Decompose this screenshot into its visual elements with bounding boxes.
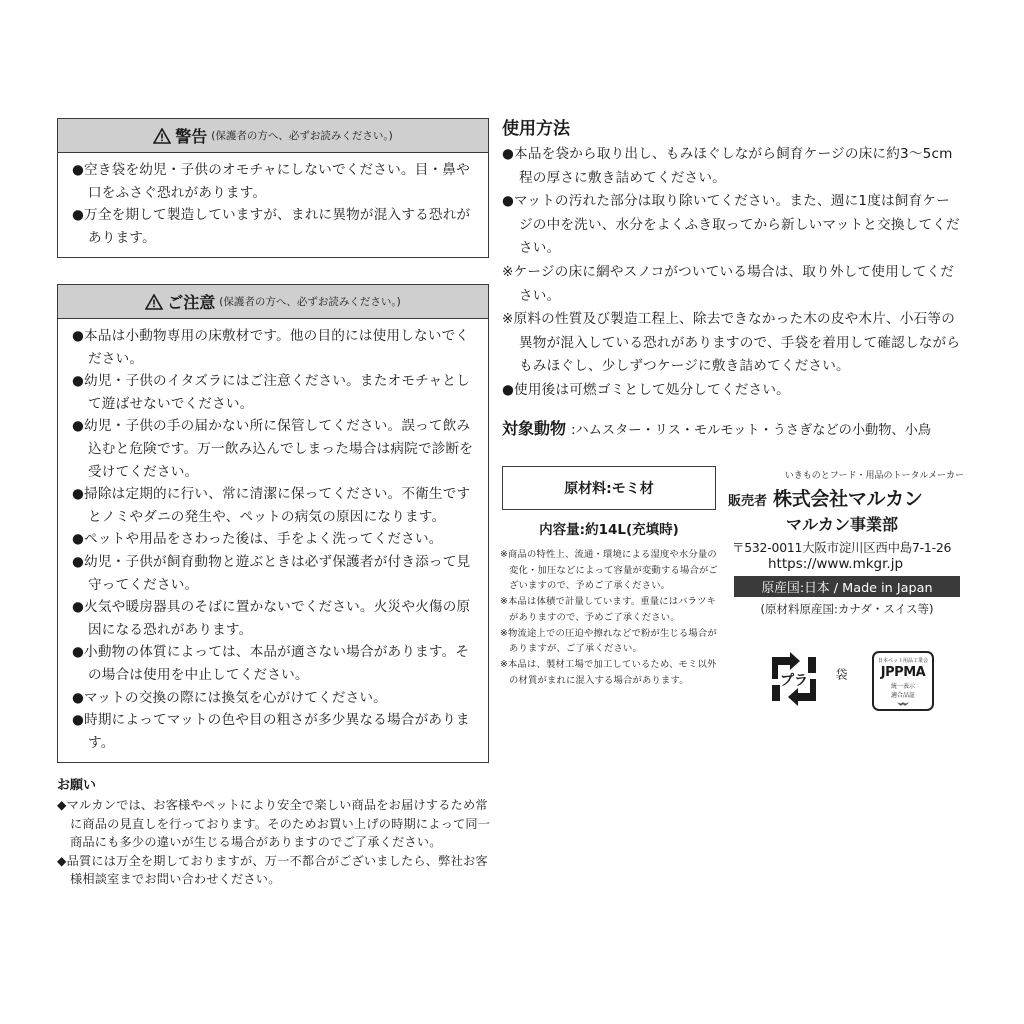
- caution-item: ●ペットや用品をさわった後は、手をよく洗ってください。: [72, 531, 443, 548]
- jppma-wordmark: JPPMA: [880, 665, 926, 680]
- note-item: ※本品は体積で計量しています。重量にはバラツキがありますので、予めご了承ください。: [500, 596, 717, 623]
- caution-item: ●幼児・子供が飼育動物と遊ぶときは必ず保護者が付き添って見守ってください。: [72, 553, 471, 593]
- recycle-mark-text: プラ: [780, 673, 808, 689]
- request-section: [57, 776, 493, 889]
- usage-item: ※原料の性質及び製造工程上、除去できなかった木の皮や木片、小石等の異物が混入している恐れがありますので、手袋を着用して確認しながらもみほぐし、少しずつケージに敷き詰めてください。: [502, 311, 961, 375]
- warning-box: [57, 118, 489, 258]
- caution-header: [58, 285, 488, 319]
- warning-triangle-icon: [145, 294, 163, 310]
- seller-company: 株式会社マルカン: [773, 488, 923, 510]
- origin-sub: (原材料原産国:カナダ・スイス等): [760, 602, 934, 616]
- material-label: 原材料:モミ材: [564, 481, 654, 497]
- caution-item: ●マットの交換の際には換気を心がけてください。: [72, 689, 387, 706]
- caution-item: ●幼児・子供のイタズラにはご注意ください。またオモチャとして遊ばせないでください。: [72, 373, 470, 412]
- dove-icon: [896, 700, 910, 708]
- warning-subtitle: (保護者の方へ、必ずお読みください。): [211, 130, 393, 142]
- seller-section: [728, 468, 968, 572]
- caution-item: ●火気や暖房器具のそばに置かないでください。火災や火傷の原因になる恐れがあります。: [72, 599, 471, 638]
- jppma-line1: 日本ペット用品工業会: [877, 658, 928, 664]
- seller-division: マルカン事業部: [786, 515, 899, 534]
- caution-subtitle: (保護者の方へ、必ずお読みください。): [219, 296, 401, 308]
- warning-item: ●万全を期して製造していますが、まれに異物が混入する恐れがあります。: [72, 207, 471, 246]
- usage-title: 使用方法: [502, 119, 570, 139]
- request-title: お願い: [57, 778, 97, 793]
- target-label: 対象動物: [502, 419, 567, 438]
- jppma-logo: [872, 651, 934, 711]
- note-item: ※物流途上での圧迫や擦れなどで粉が生じる場合がありますが、ご了承ください。: [500, 627, 717, 655]
- caution-item: ●時期によってマットの色や目の粗さが多少異なる場合があります。: [72, 712, 470, 751]
- seller-url: https://www.mkgr.jp: [768, 556, 904, 572]
- usage-item: ●本品を袋から取り出し、もみほぐしながら飼育ケージの床に約3〜5cm程の厚さに敷き詰めてください。: [502, 146, 953, 186]
- notes-section: [500, 547, 720, 688]
- request-item: ◆マルカンでは、お客様やペットにより安全で楽しい商品をお届けするため常に商品の見直しを行っております。そのためお買い上げの時期によって同一商品にも多少の違いが生じる場合がありますのでご了承ください。: [57, 798, 491, 850]
- material-box: [502, 466, 716, 510]
- origin-label: 原産国:日本 / Made in Japan: [761, 581, 933, 596]
- caution-box: [57, 284, 489, 763]
- origin-badge: [734, 576, 960, 597]
- target-animals: [502, 416, 972, 439]
- recycle-pla-icon: [764, 649, 824, 709]
- capacity-label: 内容量:約14L(充填時): [539, 522, 679, 538]
- seller-label: 販売者: [728, 494, 768, 509]
- caution-item: ●幼児・子供の手の届かない所に保管してください。誤って飲み込むと危険です。万一飲み込んでしまった場合は病院で診断を受けてください。: [72, 418, 474, 480]
- usage-item: ●使用後は可燃ゴミとして処分してください。: [502, 381, 790, 398]
- warning-title: 警告: [175, 127, 208, 146]
- warning-triangle-icon: [153, 128, 171, 144]
- usage-item: ※ケージの床に網やスノコがついている場合は、取り外して使用してください。: [502, 263, 955, 304]
- warning-item: ●空き袋を幼児・子供のオモチャにしないでください。目・鼻や口をふさぐ恐れがあります。: [72, 162, 470, 201]
- caution-title: ご注意: [167, 293, 216, 312]
- jppma-line4: 適合品証: [890, 692, 915, 699]
- caution-item: ●本品は小動物専用の床敷材です。他の目的には使用しないでください。: [72, 328, 470, 367]
- request-item: ◆品質には万全を期しておりますが、万一不都合がございましたら、弊社お客様相談室までお問い合わせください。: [57, 853, 488, 887]
- seller-address: 〒532-0011大阪市淀川区西中島7-1-26: [732, 540, 952, 555]
- warning-header: [58, 119, 488, 153]
- target-value: :ハムスター・リス・モルモット・うさぎなどの小動物、小鳥: [571, 423, 931, 438]
- jppma-line3: 統一表示: [890, 683, 915, 690]
- usage-item: ●マットの汚れた部分は取り除いてください。また、週に1度は飼育ケージの中を洗い、水分をよくふき取ってから新しいマットと交換してください。: [502, 193, 960, 257]
- recycle-text: 袋: [834, 668, 848, 680]
- seller-tagline: いきものとフード・用品のトータルメーカー: [784, 471, 964, 481]
- caution-item: ●小動物の体質によっては、本品が適さない場合があります。その場合は使用を中止してください。: [72, 644, 470, 683]
- note-item: ※本品は、製材工場で加工しているため、モミ以外の材質がまれに混入する場合があります。: [500, 658, 717, 686]
- caution-item: ●掃除は定期的に行い、常に清潔に保ってください。不衛生ですとノミやダニの発生や、ペットの病気の原因になります。: [72, 486, 471, 525]
- note-item: ※商品の特性上、流通・環境による湿度や水分量の変化・加圧などによって容量が変動する場合がございますので、予めご了承ください。: [500, 549, 718, 592]
- usage-section: [502, 117, 962, 403]
